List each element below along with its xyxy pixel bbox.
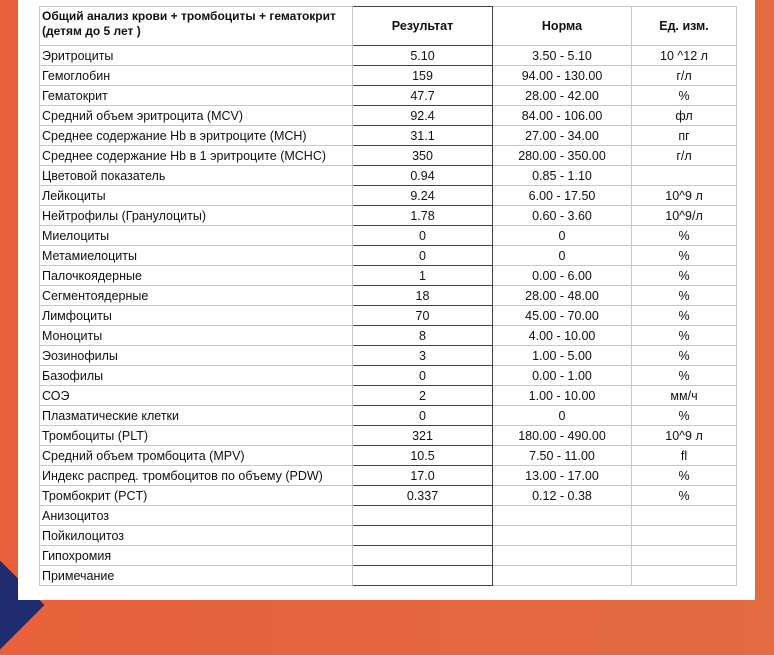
row-name: Лимфоциты: [40, 306, 353, 326]
table-row: [40, 566, 737, 586]
row-name: Метамиелоциты: [40, 246, 353, 266]
row-unit: %: [632, 246, 737, 266]
row-unit: [632, 166, 737, 186]
table-row: [40, 266, 737, 286]
row-norm: [493, 506, 632, 526]
row-norm: 6.00 - 17.50: [493, 186, 632, 206]
table-row: [40, 126, 737, 146]
row-result: [353, 526, 493, 546]
row-result: 9.24: [353, 186, 493, 206]
row-unit: [632, 566, 737, 586]
table-header-row: [40, 7, 737, 46]
row-norm: 28.00 - 48.00: [493, 286, 632, 306]
row-name: Индекс распред. тромбоцитов по объему (PDW): [40, 466, 353, 486]
row-unit: фл: [632, 106, 737, 126]
table-row: [40, 246, 737, 266]
row-norm: 4.00 - 10.00: [493, 326, 632, 346]
row-result: 2: [353, 386, 493, 406]
row-result: 1: [353, 266, 493, 286]
row-name: Нейтрофилы (Гранулоциты): [40, 206, 353, 226]
table-row: [40, 346, 737, 366]
row-name: Среднее содержание Hb в 1 эритроците (MCHC): [40, 146, 353, 166]
row-norm: 94.00 - 130.00: [493, 66, 632, 86]
column-header-norm: Норма: [493, 7, 632, 46]
row-name: Цветовой показатель: [40, 166, 353, 186]
row-unit: [632, 526, 737, 546]
row-unit: %: [632, 86, 737, 106]
column-header-unit: Ед. изм.: [632, 7, 737, 46]
row-norm: 0: [493, 406, 632, 426]
row-unit: г/л: [632, 66, 737, 86]
table-row: [40, 106, 737, 126]
row-result: [353, 546, 493, 566]
row-result: [353, 566, 493, 586]
row-norm: 7.50 - 11.00: [493, 446, 632, 466]
row-name: Базофилы: [40, 366, 353, 386]
row-result: 5.10: [353, 46, 493, 66]
row-result: 18: [353, 286, 493, 306]
table-row: [40, 226, 737, 246]
row-norm: 0.60 - 3.60: [493, 206, 632, 226]
table-row: [40, 326, 737, 346]
row-unit: %: [632, 346, 737, 366]
table-row: [40, 66, 737, 86]
table-body: [40, 46, 737, 586]
row-norm: 27.00 - 34.00: [493, 126, 632, 146]
row-result: 321: [353, 426, 493, 446]
table-row: [40, 306, 737, 326]
row-unit: %: [632, 366, 737, 386]
row-norm: 180.00 - 490.00: [493, 426, 632, 446]
row-name: Тромбокрит (PCT): [40, 486, 353, 506]
row-norm: [493, 566, 632, 586]
row-norm: 0.00 - 1.00: [493, 366, 632, 386]
row-unit: мм/ч: [632, 386, 737, 406]
row-unit: [632, 506, 737, 526]
row-result: [353, 506, 493, 526]
row-result: 0: [353, 366, 493, 386]
row-unit: %: [632, 486, 737, 506]
row-norm: [493, 546, 632, 566]
row-norm: 1.00 - 5.00: [493, 346, 632, 366]
row-unit: 10^9/л: [632, 206, 737, 226]
row-result: 0.94: [353, 166, 493, 186]
row-unit: %: [632, 406, 737, 426]
row-norm: [493, 526, 632, 546]
row-norm: 13.00 - 17.00: [493, 466, 632, 486]
row-norm: 0.00 - 6.00: [493, 266, 632, 286]
row-unit: 10^9 л: [632, 426, 737, 446]
row-unit: 10^9 л: [632, 186, 737, 206]
table-row: [40, 166, 737, 186]
table-row: [40, 286, 737, 306]
table-row: [40, 86, 737, 106]
row-name: Миелоциты: [40, 226, 353, 246]
row-result: 0: [353, 226, 493, 246]
row-name: Плазматические клетки: [40, 406, 353, 426]
row-unit: %: [632, 226, 737, 246]
blood-test-table: [39, 6, 737, 586]
row-result: 31.1: [353, 126, 493, 146]
table-row: [40, 186, 737, 206]
table-row: [40, 146, 737, 166]
row-result: 159: [353, 66, 493, 86]
row-norm: 0: [493, 246, 632, 266]
row-norm: 28.00 - 42.00: [493, 86, 632, 106]
row-name: Анизоцитоз: [40, 506, 353, 526]
row-name: Среднее содержание Hb в эритроците (MCH): [40, 126, 353, 146]
row-result: 0.337: [353, 486, 493, 506]
row-name: Сегментоядерные: [40, 286, 353, 306]
row-name: Пойкилоцитоз: [40, 526, 353, 546]
row-unit: 10 ^12 л: [632, 46, 737, 66]
table-row: [40, 486, 737, 506]
table-row: [40, 446, 737, 466]
table-row: [40, 466, 737, 486]
row-unit: %: [632, 326, 737, 346]
row-norm: 84.00 - 106.00: [493, 106, 632, 126]
row-result: 10.5: [353, 446, 493, 466]
row-unit: г/л: [632, 146, 737, 166]
table-row: [40, 386, 737, 406]
row-name: Гематокрит: [40, 86, 353, 106]
row-result: 0: [353, 246, 493, 266]
row-result: 92.4: [353, 106, 493, 126]
row-unit: fl: [632, 446, 737, 466]
row-name: Примечание: [40, 566, 353, 586]
row-unit: %: [632, 466, 737, 486]
row-unit: %: [632, 286, 737, 306]
column-header-result: Результат: [353, 7, 493, 46]
row-norm: 0.12 - 0.38: [493, 486, 632, 506]
row-norm: 45.00 - 70.00: [493, 306, 632, 326]
row-name: Гипохромия: [40, 546, 353, 566]
table-row: [40, 506, 737, 526]
row-name: Лейкоциты: [40, 186, 353, 206]
row-result: 17.0: [353, 466, 493, 486]
row-name: Средний объем тромбоцита (MPV): [40, 446, 353, 466]
row-name: Моноциты: [40, 326, 353, 346]
row-name: Средний объем эритроцита (MCV): [40, 106, 353, 126]
table-row: [40, 546, 737, 566]
row-norm: 0: [493, 226, 632, 246]
row-name: Палочкоядерные: [40, 266, 353, 286]
row-result: 8: [353, 326, 493, 346]
row-result: 47.7: [353, 86, 493, 106]
row-name: Тромбоциты (PLT): [40, 426, 353, 446]
row-norm: 3.50 - 5.10: [493, 46, 632, 66]
row-unit: [632, 546, 737, 566]
table-row: [40, 206, 737, 226]
row-result: 70: [353, 306, 493, 326]
table-row: [40, 46, 737, 66]
row-name: Эозинофилы: [40, 346, 353, 366]
row-norm: 0.85 - 1.10: [493, 166, 632, 186]
table-title: Общий анализ крови + тромбоциты + гематокрит (детям до 5 лет ): [40, 7, 353, 46]
document-sheet: [18, 0, 755, 600]
row-norm: 1.00 - 10.00: [493, 386, 632, 406]
row-result: 350: [353, 146, 493, 166]
row-result: 3: [353, 346, 493, 366]
table-row: [40, 406, 737, 426]
row-name: Гемоглобин: [40, 66, 353, 86]
row-unit: %: [632, 306, 737, 326]
row-norm: 280.00 - 350.00: [493, 146, 632, 166]
row-unit: %: [632, 266, 737, 286]
row-name: Эритроциты: [40, 46, 353, 66]
row-result: 0: [353, 406, 493, 426]
row-unit: пг: [632, 126, 737, 146]
row-result: 1.78: [353, 206, 493, 226]
table-row: [40, 426, 737, 446]
table-row: [40, 526, 737, 546]
table-row: [40, 366, 737, 386]
row-name: СОЭ: [40, 386, 353, 406]
